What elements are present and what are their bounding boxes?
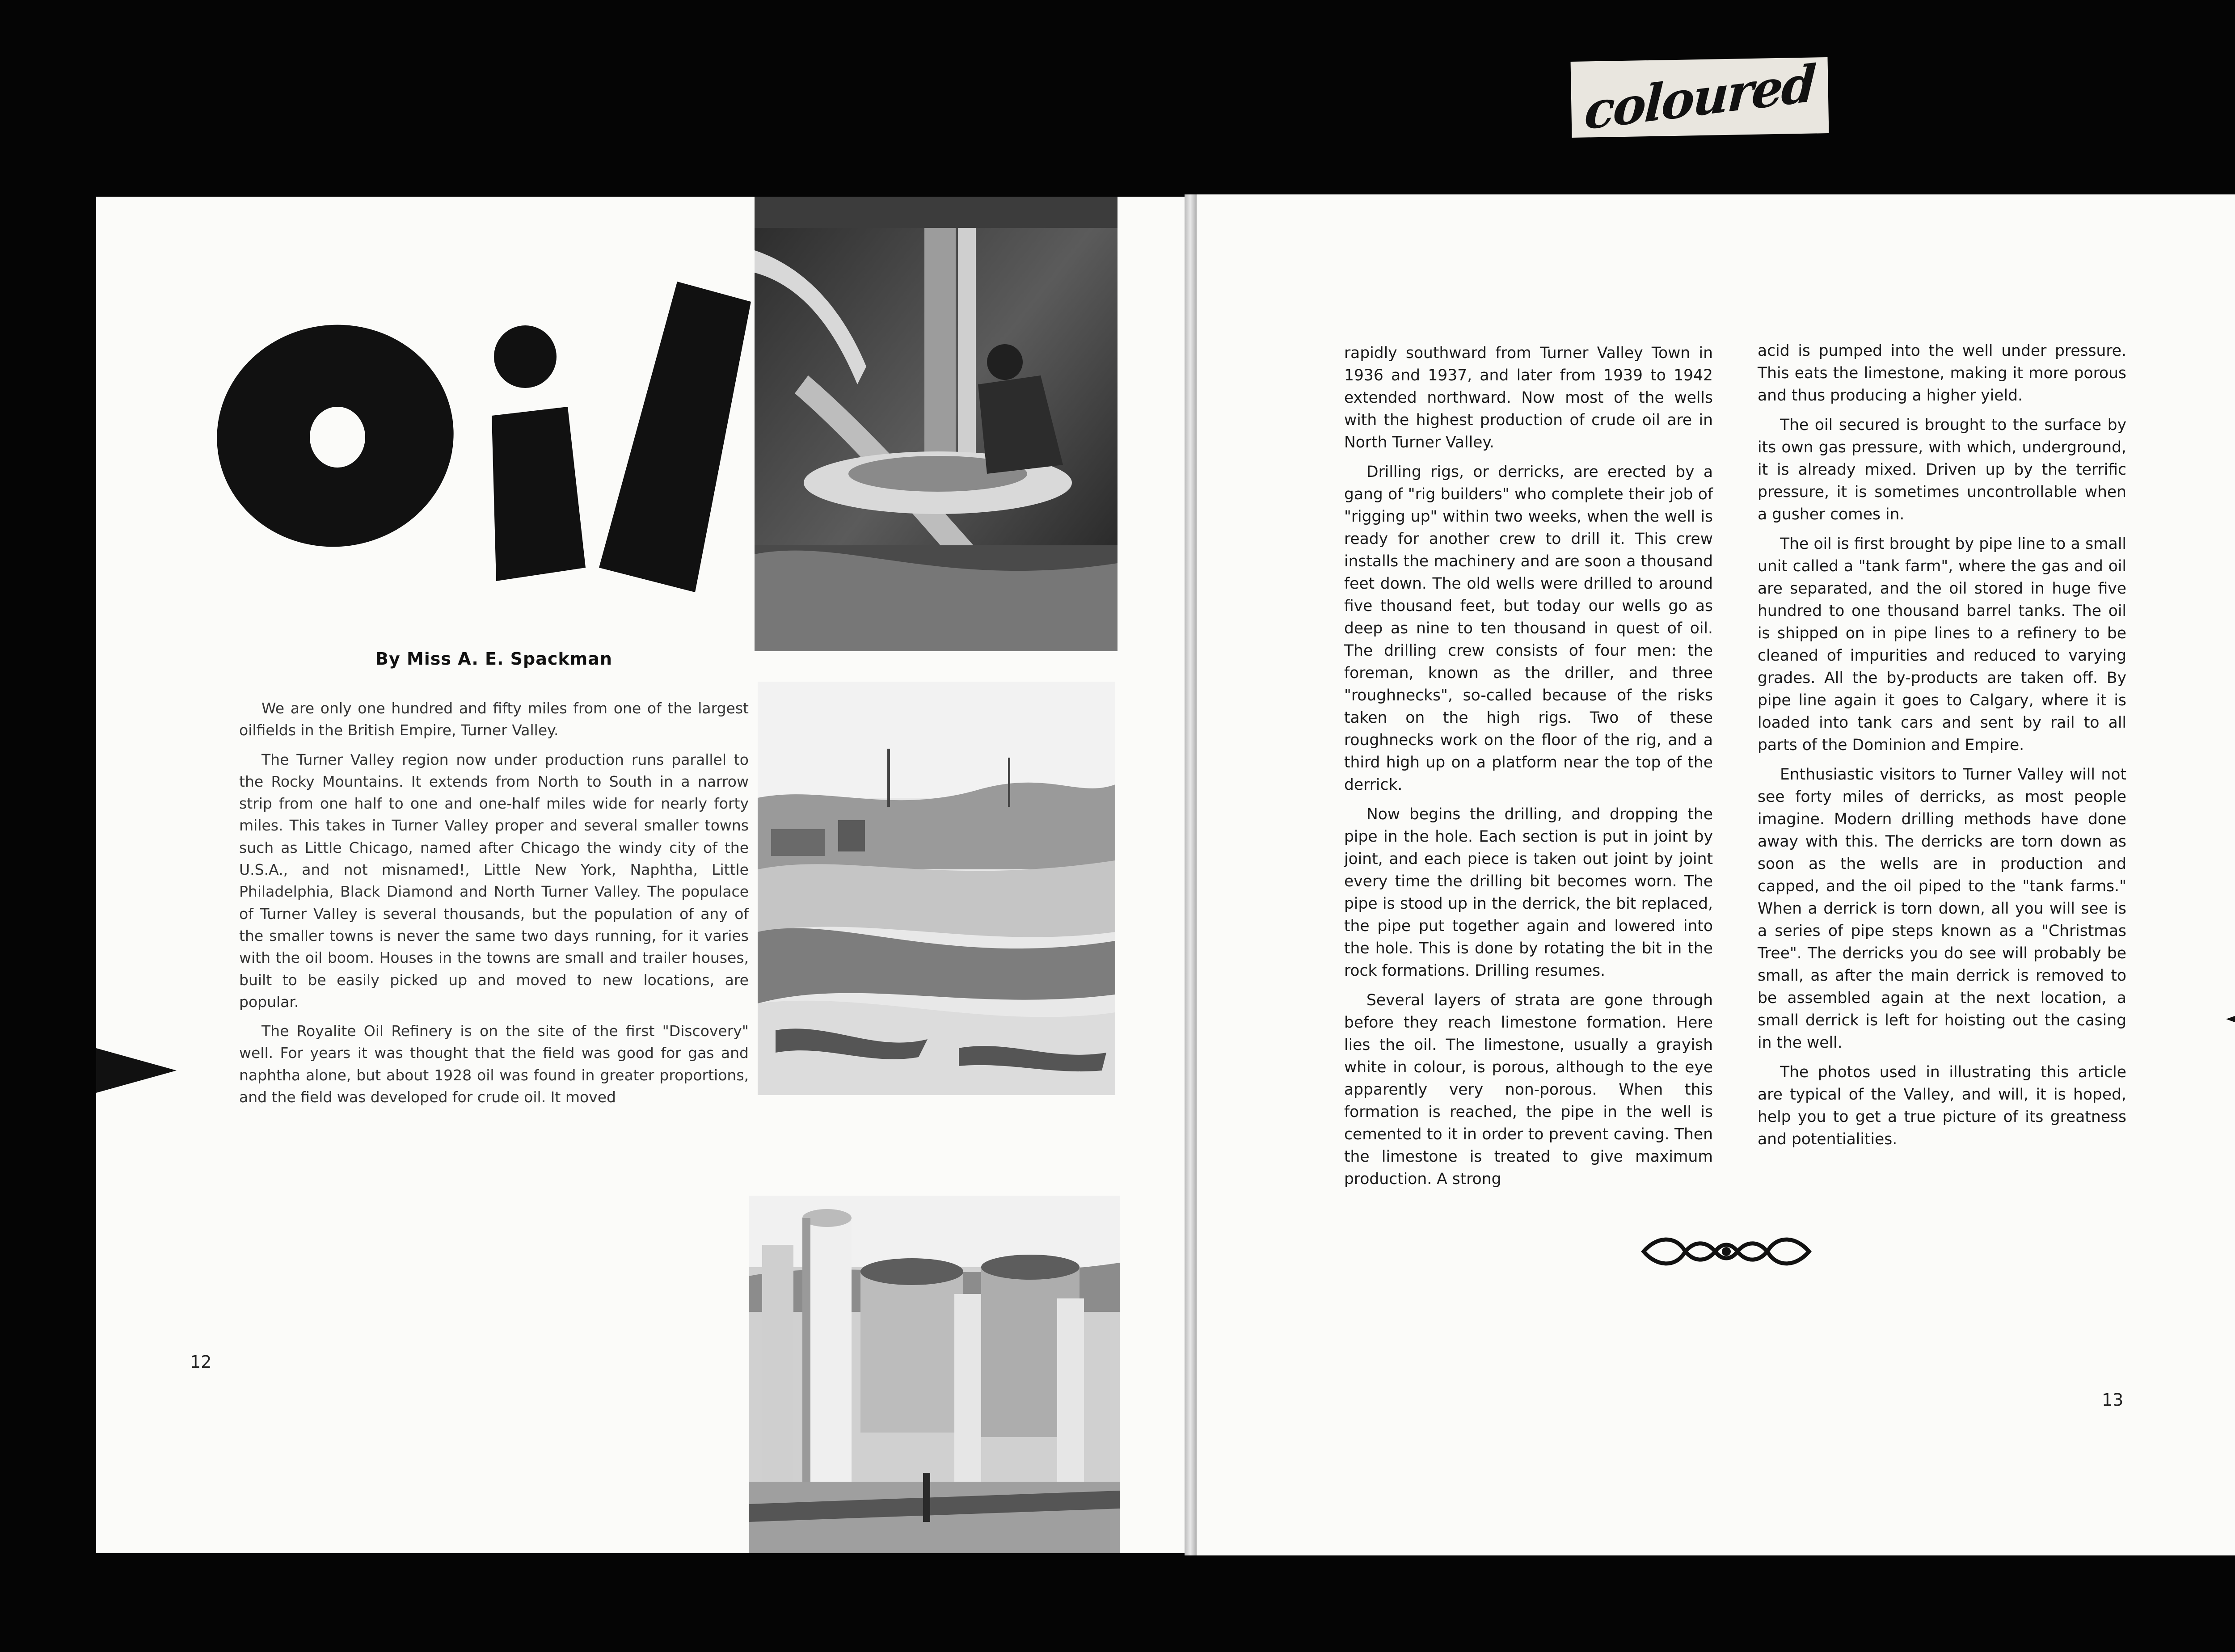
binder-clip-right	[2226, 997, 2235, 1041]
paragraph: Drilling rigs, or derricks, are erected by a gang of "rig builders" who complete their job of "rigging up" within two weeks, when the well is ready for another crew to drill it. This crew installs the machinery and are soon a thousand feet down. The old wells were drilled to around five thousand feet, but today our wells go as deep as nine to ten thousand in quest of oil. The drilling crew consists of four men: the foreman, known as the driller, and three "roughnecks", so-called because of the risks taken on the high rigs. Two of these roughnecks work on the floor of the rig, and a third high up on a platform near the top of the derrick.	[1344, 463, 1713, 794]
paragraph: The Royalite Oil Refinery is on the site of the first "Discovery" well. For years it was thought that the field was good for gas and naphtha alone, but about 1928 oil was found in greater proportions, and the field was developed for crude oil. It moved	[239, 1022, 749, 1106]
paragraph: acid is pumped into the well under pressure. This eats the limestone, making it more porous and thus producing a higher yield.	[1758, 342, 2126, 405]
paragraph: Several layers of strata are gone through before they reach limestone formation. Here lies the oil. The limestone, usually a grayish white in colour, is porous, although to the eye apparently very non-porous. When this formation is reached, the pipe in the well is cemented to it in order to prevent caving. Then the limestone is treated to give maximum production. A strong	[1344, 991, 1713, 1188]
paragraph: We are only one hundred and fifty miles from one of the largest oilfields in the British Empire, Turner Valley.	[239, 700, 749, 739]
right-page-number: 13	[2102, 1390, 2124, 1410]
left-page-text-column	[239, 697, 749, 1115]
scroll-ornament-icon	[1639, 1231, 1813, 1272]
storage-tanks-photo	[749, 1196, 1120, 1553]
paragraph: rapidly southward from Turner Valley Town in 1936 and 1937, and later from 1939 to 1942 extended northward. Now most of the wells with the highest production of crude oil are in North Turner Valley.	[1344, 344, 1713, 451]
binder-clip-left	[96, 1048, 177, 1093]
paragraph: The oil secured is brought to the surface by its own gas pressure, with which, underground, it is already mixed. Driven up by the terrific pressure, it is sometimes uncontrollable when a gusher comes in.	[1758, 416, 2126, 523]
stamp-text: coloured	[1583, 54, 1817, 141]
left-page	[96, 197, 1187, 1553]
paragraph: Now begins the drilling, and dropping the pipe in the hole. Each section is put in joint by joint, and each piece is taken out joint by joint every time the drilling bit becomes worn. The pipe is stood up in the derrick, the bit replaced, the pipe put together again and lowered into the hole. This is done by rotating the bit in the rock formations. Drilling resumes.	[1344, 805, 1713, 980]
paragraph: The Turner Valley region now under production runs parallel to the Rocky Mountains. It extends from North to South in a narrow strip from one half to one and one-half miles wide for nearly forty miles. This takes in Turner Valley proper and several smaller towns such as Little Chicago, named after Chicago the windy city of the U.S.A., and not misnamed!, Little New York, Naphtha, Little Philadelphia, Black Diamond and North Turner Valley. The populace of Turner Valley is several thousands, but the population of any of the smaller towns is never the same two days running, for it varies with the oil boom. Houses in the towns are small and trailer houses, built to be easily picked up and moved to new locations, are popular.	[239, 750, 749, 1011]
oilfield-valley-photo	[758, 682, 1115, 1095]
right-page-text-column-2	[1758, 340, 2126, 1158]
paragraph: The oil is first brought by pipe line to a small unit called a "tank farm", where the gas and oil are separated, and the oil stored in huge five hundred to one thousand barrel tanks. The oil is shipped on in pipe lines to a refinery to be cleaned of impurities and reduced to varying grades. All the by-products are taken off. By pipe line again it goes to Calgary, where it is loaded into tank cars and sent by rail to all parts of the Dominion and Empire.	[1758, 535, 2126, 754]
left-page-number: 12	[190, 1352, 212, 1372]
article-byline: By Miss A. E. Spackman	[375, 649, 612, 669]
right-page	[1197, 194, 2235, 1555]
drilling-crew-photo	[755, 197, 1118, 651]
paragraph: Enthusiastic visitors to Turner Valley will not see forty miles of derricks, as most people imagine. Modern drilling methods have done away with this. The derricks are torn down as soon as the wells are in production and capped, and the oil piped to the "tank farms." When a derrick is torn down, all you will see is a series of pipe steps known as a "Christmas Tree". The derricks you do see will probably be small, as after the main derrick is removed to be assembled again at the next location, a small derrick is left for hoisting out the casing in the well.	[1758, 766, 2126, 1052]
oil-title-graphic	[201, 197, 818, 621]
paragraph: The photos used in illustrating this article are typical of the Valley, and will, it is hoped, help you to get a true picture of its greatness and potentialities.	[1758, 1063, 2126, 1148]
coloured-stamp-label	[1571, 54, 1829, 141]
right-page-text-column-1	[1344, 342, 1713, 1197]
